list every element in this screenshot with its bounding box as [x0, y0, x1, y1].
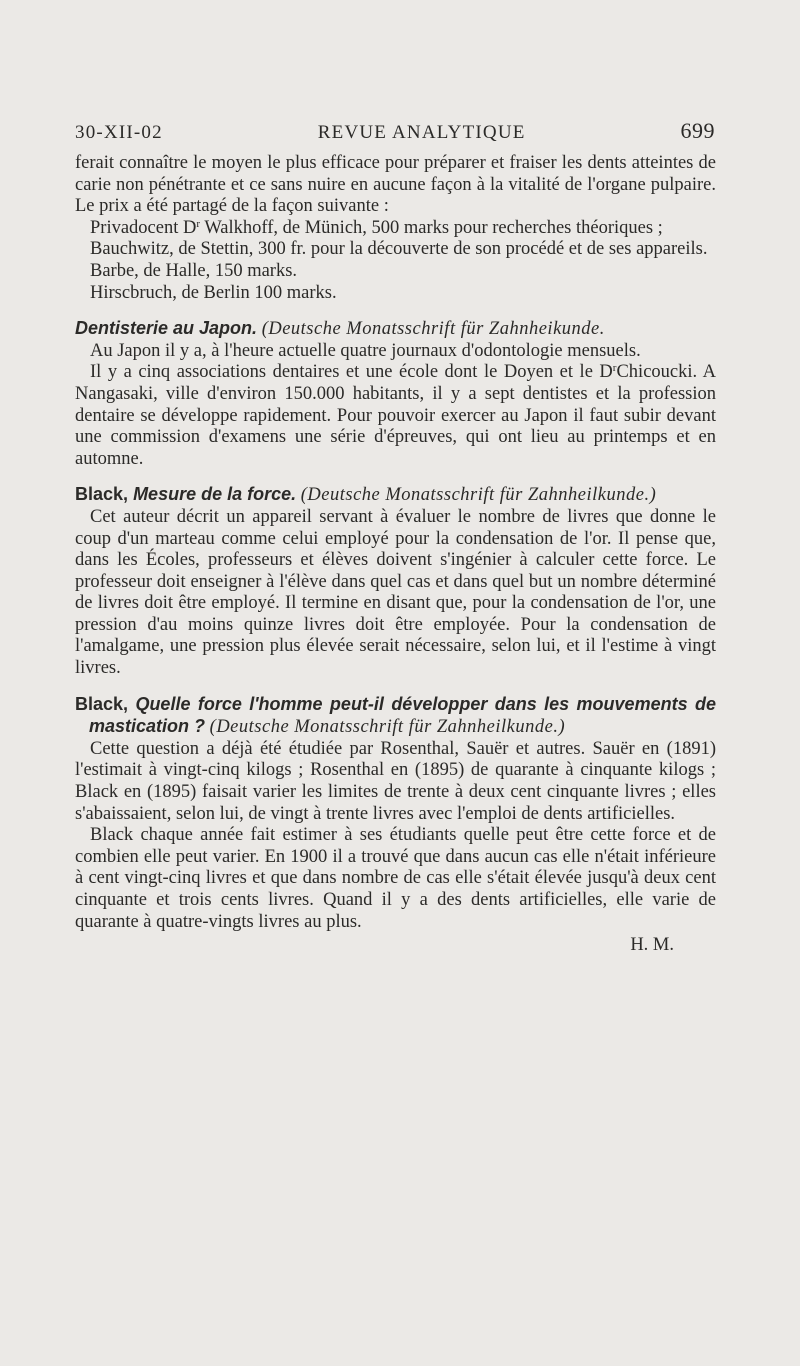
- article-heading-japon: [75, 318, 716, 341]
- author-signature: H. M.: [630, 935, 674, 956]
- page-number: 699: [680, 118, 715, 143]
- article-author: Black,: [75, 484, 129, 505]
- article-source: (Deutsche Monatsschrift für Zahnheilkunde.): [209, 717, 566, 738]
- article-source: (Deutsche Monatsschrift für Zahnheilkunde.): [300, 485, 657, 506]
- prize-entry: Bauchwitz, de Stettin, 300 fr. pour la découverte de son procédé et de ses appareils.: [90, 239, 708, 260]
- paragraph: Black chaque année fait estimer à ses étudiants quelle peut être cette force et de combien elle peut varier. En 1900 il a trouvé que dans aucun cas elle n'était inférieure à cent vingt-cinq livres et que dans nombre de cas elle s'était élevée jusqu'à deux cent cinquante et trois cents livres. Quand il y a des dents artificielles, elle varie de quarante à quatre-vingts livres au plus.: [75, 825, 716, 932]
- header-title: REVUE ANALYTIQUE: [317, 122, 526, 143]
- article-source: (Deutsche Monatsschrift für Zahnheikunde.: [261, 319, 605, 340]
- header-date: 30-XII-02: [75, 122, 163, 143]
- paragraph: Il y a cinq associations dentaires et une école dont le Doyen et le $D^rChicoucki$. A Nangasaki, ville d'environ 150.000 habitants, il y a sept dentistes et la profession dentaire se développe rapidement. Pour pouvoir exercer au Japon il faut subir devant une commission d'examens une série d'épreuves, qui ont lieu au printemps et en automne.: [75, 362, 716, 469]
- paragraph: Cet auteur décrit un appareil servant à évaluer le nombre de livres que donne le coup d'un marteau comme celui employé pour la condensation de l'or. Il pense que, dans les Écoles, professeurs et élèves doivent s'ingénier à calculer cette force. Le professeur doit enseigner à l'élève dans quel cas et dans quel but un nombre déterminé de livres doit être employé. Il termine en disant que, pour la condensation de l'or, une pression d'au moins quinze livres doit être employée. Pour la condensation de l'amalgame, une pression plus élevée serait nécessaire, selon lui, et il l'estime à vingt livres.: [75, 506, 716, 679]
- paragraph: Au Japon il y a, à l'heure actuelle quatre journaux d'odontologie mensuels.: [90, 340, 641, 361]
- article-title: Mesure de la force.: [133, 484, 297, 505]
- article-title: Quelle force l'homme peut-il développer dans les mouvements de mastication ?: [89, 693, 716, 737]
- prize-entry: Privadocent $D^r$ Walkhoff, de Münich, 500 marks pour recherches théoriques ;: [90, 217, 663, 238]
- article-author: Black,: [75, 693, 129, 714]
- article-title: Dentisterie au Japon.: [75, 318, 258, 339]
- paragraph: Cette question a déjà été étudiée par Rosenthal, Sauër et autres. Sauër en (1891) l'estimait à vingt-cinq kilogs ; Rosenthal en (1895) de quarante à cinquante kilogs ; Black en (1895) faisait varier les limites de trente à deux cent cinquante livres ; elles s'abaissaient, selon lui, de vingt à trente livres avec l'emploi de dents artificielles.: [75, 738, 716, 824]
- article-heading-force: [75, 484, 716, 507]
- running-header: [75, 118, 715, 144]
- body-text: [75, 153, 716, 957]
- continuation-paragraph: ferait connaître le moyen le plus efficace pour préparer et fraiser les dents atteintes de carie non pénétrante et ce sans nuire en aucune façon à la vitalité de l'organe pulpaire. Le prix a été partagé de la façon suivante :: [75, 153, 716, 217]
- prize-entry: Hirscbruch, de Berlin 100 marks.: [90, 282, 337, 303]
- article-heading-mastication: [75, 694, 716, 739]
- prize-entry: Barbe, de Halle, 150 marks.: [90, 260, 298, 281]
